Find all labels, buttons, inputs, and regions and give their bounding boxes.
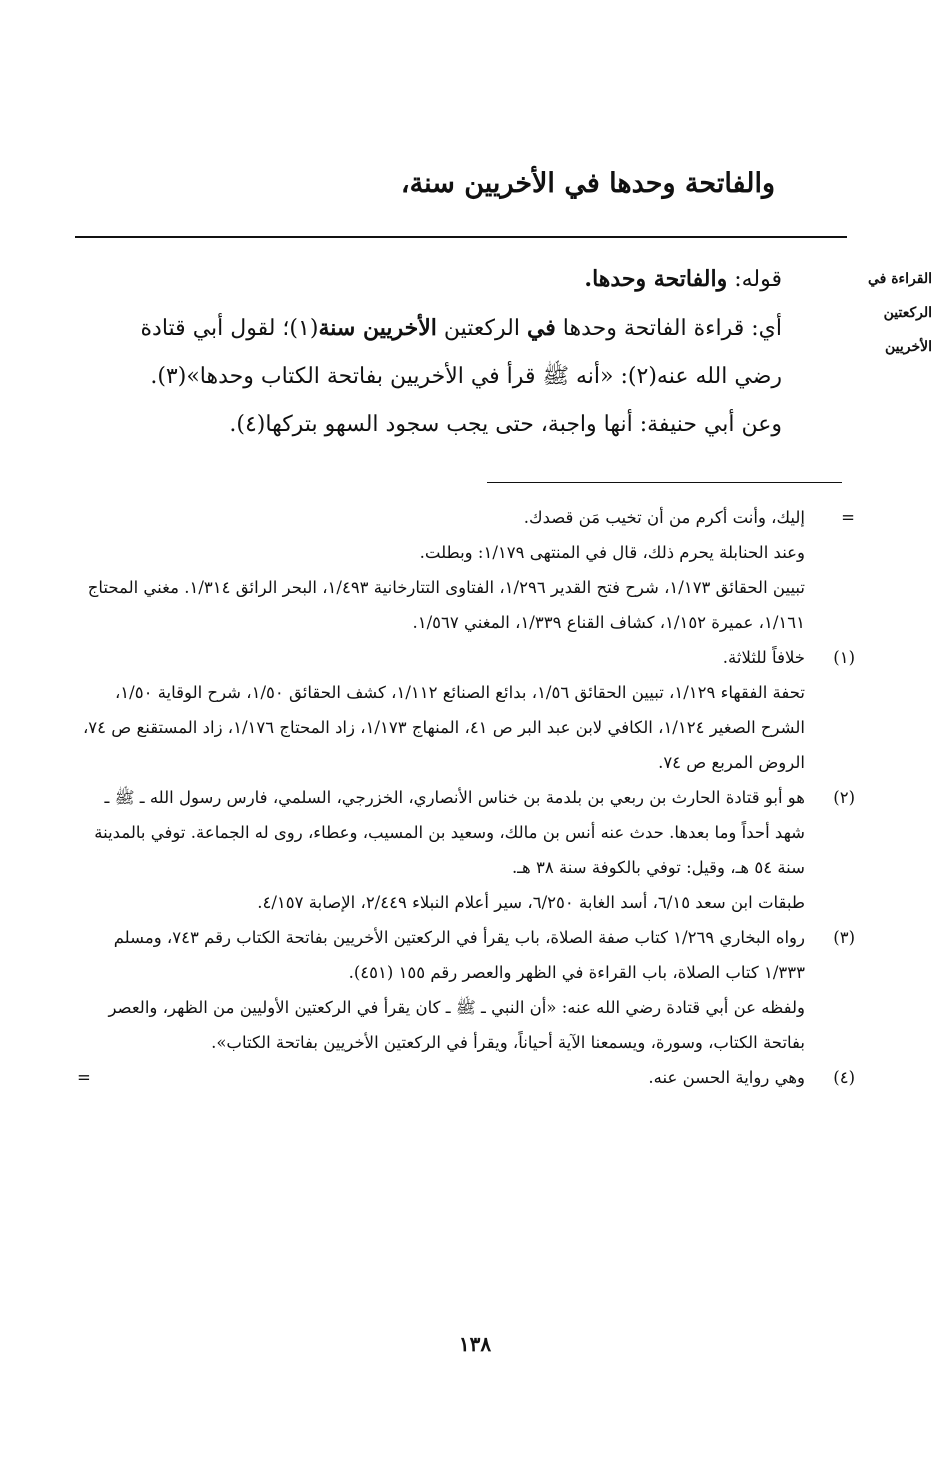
footnote-number: (٣) [833,928,855,947]
footnote-continuation [79,500,855,640]
footnotes [77,500,855,1095]
commentary-paragraph: وعن أبي حنيفة: أنها واجبة، حتى يجب سجود السهو بتركها(٤). [229,412,782,437]
footnote-item [79,640,855,780]
footnote-number: (٤) [833,1068,855,1087]
commentary-paragraph [97,255,842,304]
footnote-line: تحفة الفقهاء ١/١٢٩، تبيين الحقائق ١/٥٦، بدائع الصنائع ١/١١٢، كشف الحقائق ١/٥٠، شرح الوقاية ١/٥٠، الشرح الصغير ١/١٢٤، الكافي لابن عبد البر ص ٤١، المنهاج ١/١٧٣، زاد المحتاج ١/١٧٦، زاد المستقنع ص ٧٤، الروض المربع ص ٧٤. [82,683,805,772]
footnote-item [77,1060,855,1095]
text-span: الركعتين [436,316,527,341]
footnote-line: ولفظه عن أبي قتادة رضي الله عنه: «أن النبي ـ ﷺ ـ كان يقرأ في الركعتين الأوليين من الظهر، والعصر بفاتحة الكتاب، وسورة، ويسمعنا الآية أحياناً، ويقرأ في الركعتين الأخريين بفاتحة الكتاب». [108,998,805,1052]
footnote-item [79,780,855,920]
continuation-mark: = [841,508,855,527]
footnote-separator [487,482,842,483]
footnote-line: خلافاً للثلاثة. [722,648,805,667]
continuation-mark: = [77,1068,91,1087]
text-span: أي: قراءة الفاتحة وحدها [555,316,782,341]
heading-divider [75,236,847,238]
footnote-line: إليك، وأنت أكرم من أن تخيب مَن قصدك. [523,508,805,527]
margin-note-line: الأخريين [884,339,932,355]
matn-heading: والفاتحة وحدها في الأخريين سنة، [400,168,775,199]
text-span: (١)؛ لقول أبي قتادة رضي الله عنه(٢): «أنه ﷺ قرأ في الأخريين بفاتحة الكتاب وحدها»(٣). [140,316,782,389]
margin-note-line: الركعتين [883,305,932,321]
footnote-item [79,920,855,1060]
page-number: ١٣٨ [458,1332,492,1356]
footnote-line: هو أبو قتادة الحارث بن ربعي بن بلدمة بن خناس الأنصاري، الخزرجي، السلمي، فارس رسول الله ـ ﷺ ـ شهد أحداً وما بعدها. حدث عنه أنس بن مالك، وسعيد بن المسيب، وعطاء، روى له الجماعة. توفي بالمدينة سنة ٥٤ هـ، وقيل: توفي بالكوفة سنة ٣٨ هـ. [94,788,805,877]
bold-span: الأخريين سنة [318,315,437,341]
quoted-matn: والفاتحة وحدها. [584,266,728,292]
footnote-line: طبقات ابن سعد ٦/١٥، أسد الغابة ٦/٢٥٠، سير أعلام النبلاء ٢/٤٤٩، الإصابة ٤/١٥٧. [257,893,805,912]
footnote-number: (١) [833,648,855,667]
footnote-line: تبيين الحقائق ١/١٧٣، شرح فتح القدير ١/٢٩٦، الفتاوى التتارخانية ١/٤٩٣، البحر الرائق ١/٣١٤. مغني المحتاج ١/١٦١، عميرة ١/١٥٢، كشاف القناع ١/٣٣٩، المغني ١/٥٦٧. [87,578,805,632]
footnote-line: وعند الحنابلة يحرم ذلك، قال في المنتهى ١/١٧٩: وبطلت. [419,543,805,562]
margin-note-line: القراءة في [867,271,932,287]
quote-prefix: قوله: [727,267,782,292]
footnote-line: وهي رواية الحسن عنه. [648,1068,805,1087]
footnote-number: (٢) [833,788,855,807]
bold-span: في [526,315,556,341]
commentary-paragraph [97,304,842,401]
margin-note [847,262,932,364]
commentary-body [97,255,842,449]
footnote-line: رواه البخاري ١/٢٦٩ كتاب صفة الصلاة، باب يقرأ في الركعتين الأخريين بفاتحة الكتاب رقم ٧٤٣، ومسلم ١/٣٣٣ كتاب الصلاة، باب القراءة في الظهر والعصر رقم ١٥٥ (٤٥١). [113,928,805,982]
